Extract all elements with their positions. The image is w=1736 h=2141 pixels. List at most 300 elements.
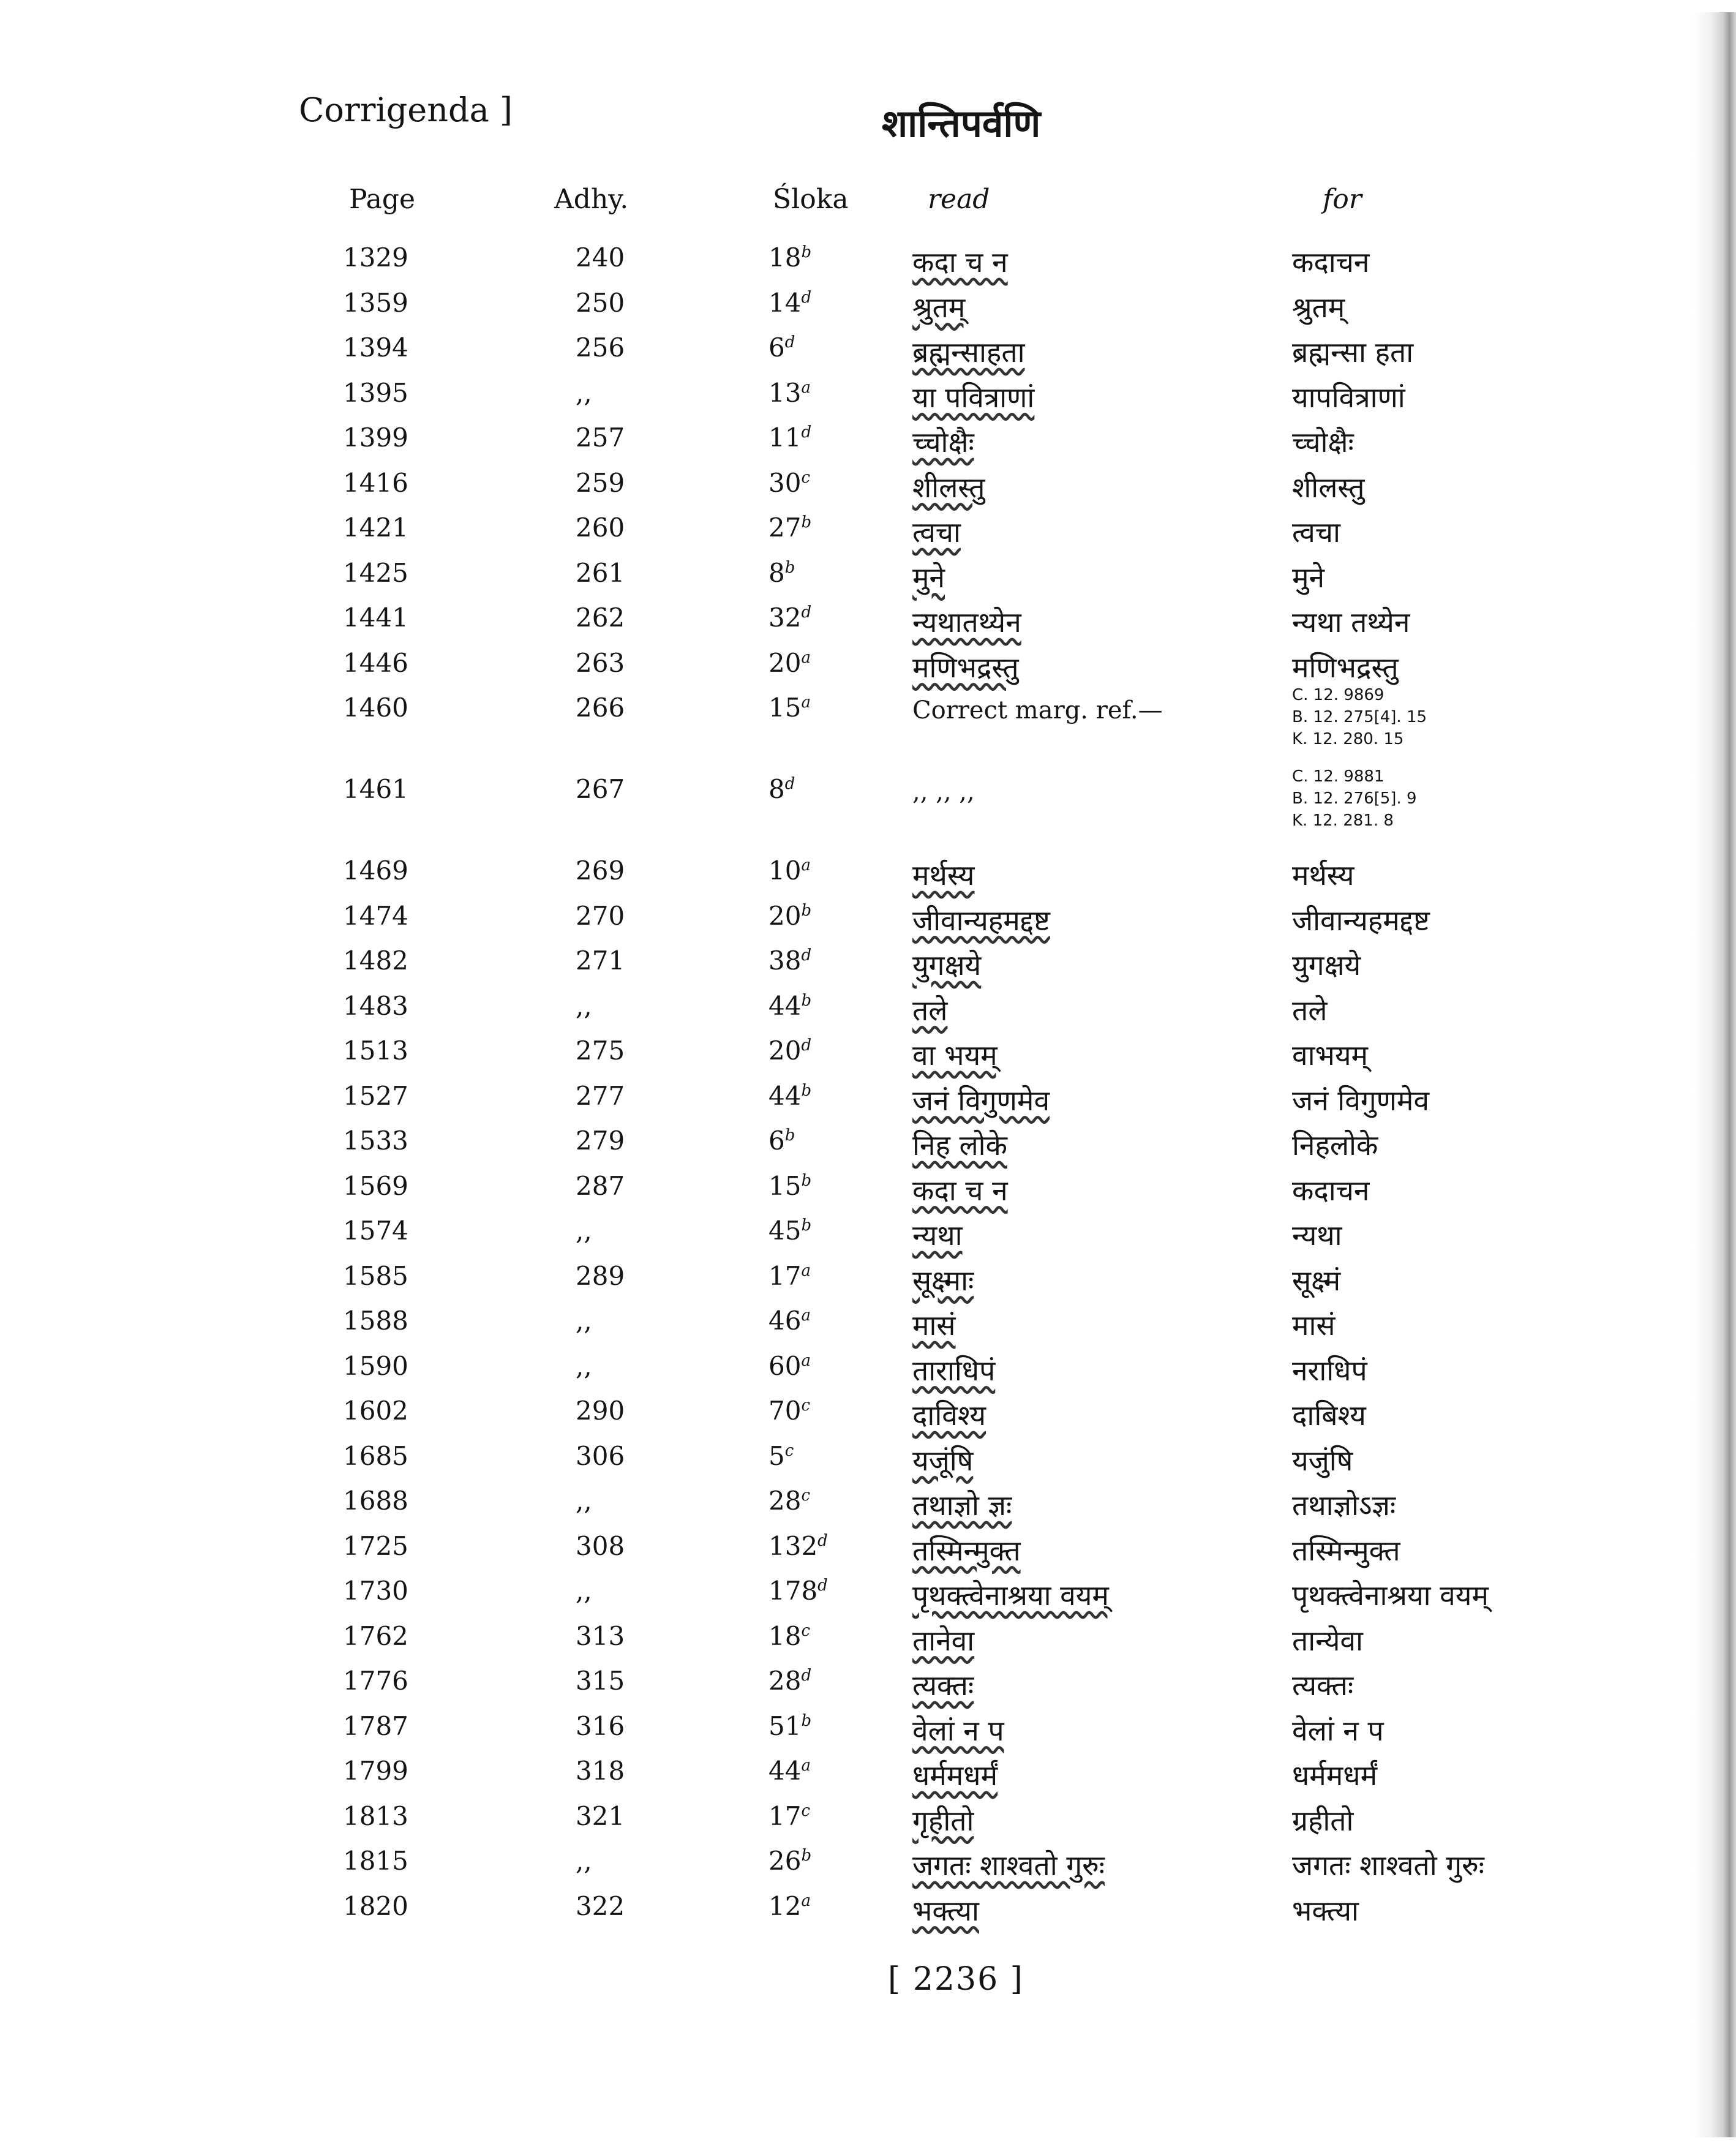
cell-read: भक्त्या: [912, 1894, 979, 1927]
cell-sloka: [768, 774, 795, 804]
sloka-pada: d: [801, 1036, 812, 1055]
sloka-pada: c: [801, 1801, 811, 1820]
cell-for: तथाज्ञोऽज्ञः: [1292, 1489, 1396, 1522]
cell-page: 1460: [343, 693, 408, 723]
sloka-pada: b: [801, 901, 812, 920]
cell-for: नराधिपं: [1292, 1353, 1367, 1387]
cell-read: यजूंषि: [912, 1443, 974, 1477]
cell-page: 1416: [343, 467, 408, 498]
cell-adhy: 289: [576, 1260, 625, 1291]
table-row: [0, 942, 1736, 987]
cell-page: 1787: [343, 1710, 408, 1741]
table-row: [0, 284, 1736, 329]
table-row: [0, 1797, 1736, 1843]
cell-for-references: [1292, 766, 1417, 832]
sloka-number: 18: [768, 243, 802, 273]
cell-for: मुने: [1292, 560, 1325, 594]
cell-read: न्यथा: [912, 1219, 963, 1252]
column-header-page: Page: [349, 184, 416, 215]
sloka-number: 12: [768, 1891, 802, 1921]
sloka-pada: c: [801, 1396, 811, 1415]
cell-read: ताराधिपं: [912, 1353, 996, 1387]
sloka-pada: c: [784, 1441, 794, 1460]
table-row: [0, 897, 1736, 943]
cell-for: तले: [1292, 993, 1328, 1027]
sloka-number: 20: [768, 647, 802, 678]
cell-sloka: [768, 1216, 811, 1246]
cell-adhy: ,,: [576, 377, 592, 408]
table-row: [0, 1707, 1736, 1753]
cell-adhy: 315: [576, 1666, 625, 1696]
cell-sloka: [768, 901, 811, 931]
cell-page: 1425: [343, 557, 408, 588]
sloka-pada: b: [801, 991, 812, 1010]
cell-adhy: 287: [576, 1170, 625, 1201]
table-row: [0, 1842, 1736, 1887]
cell-read: सूक्ष्माः: [912, 1263, 974, 1297]
sloka-pada: a: [801, 1261, 811, 1280]
cell-page: 1569: [343, 1170, 408, 1201]
sloka-number: 11: [768, 423, 802, 453]
cell-sloka: [768, 468, 810, 498]
table-row: [0, 1167, 1736, 1213]
cell-adhy: 318: [576, 1756, 625, 1786]
cell-adhy: 266: [576, 693, 625, 723]
cell-adhy: 250: [576, 287, 625, 318]
table-row: [0, 1032, 1736, 1077]
cell-for: च्चोक्षैः: [1292, 426, 1354, 459]
cell-for: धर्ममधर्मं: [1292, 1759, 1378, 1792]
cell-for: तान्येवा: [1292, 1624, 1363, 1657]
page-title: शान्तिपर्वणि: [882, 101, 1041, 146]
cell-for: वेलां न प: [1292, 1714, 1384, 1747]
table-row: [0, 1392, 1736, 1437]
cell-sloka: [768, 603, 811, 633]
cell-sloka: [768, 1081, 811, 1111]
cell-for: श्रुतम्: [1292, 290, 1345, 324]
section-label: Corrigenda ]: [299, 91, 513, 129]
table-row: [0, 1302, 1736, 1347]
cell-read: मासं: [912, 1309, 956, 1342]
cell-page: 1533: [343, 1126, 408, 1156]
sloka-number: 6: [768, 1126, 785, 1156]
sloka-number: 44: [768, 990, 802, 1021]
cell-read: ब्रह्मन्साहता: [912, 336, 1025, 369]
sloka-pada: a: [801, 1756, 811, 1775]
cell-page: 1513: [343, 1036, 408, 1066]
cell-for: त्वचा: [1292, 516, 1340, 549]
sloka-number: 8: [768, 774, 785, 804]
sloka-pada: c: [801, 468, 811, 487]
column-header-read: read: [928, 184, 990, 215]
cell-page: 1776: [343, 1666, 408, 1696]
cell-adhy: ,,: [576, 1350, 592, 1381]
sloka-number: 17: [768, 1800, 802, 1831]
sloka-number: 13: [768, 377, 802, 408]
cell-for: मासं: [1292, 1309, 1336, 1342]
table-row: [0, 852, 1736, 897]
cell-for: मर्थस्य: [1292, 859, 1355, 892]
cell-page: 1441: [343, 603, 408, 633]
sloka-number: 8: [768, 557, 785, 588]
cell-sloka: [768, 856, 811, 886]
table-row: [0, 644, 1736, 690]
cell-read: शीलस्तु: [912, 470, 985, 504]
cell-for: पृथक्त्वेनाश्रया वयम्: [1292, 1579, 1489, 1612]
cell-sloka: [768, 558, 795, 588]
sloka-number: 32: [768, 603, 802, 633]
cell-sloka: [768, 423, 811, 453]
sloka-number: 20: [768, 1036, 802, 1066]
table-row: [0, 1617, 1736, 1663]
cell-for: ग्रहीतो: [1292, 1804, 1354, 1837]
cell-for: कदाचन: [1292, 246, 1370, 279]
cell-page: 1730: [343, 1576, 408, 1606]
sloka-pada: d: [784, 333, 795, 352]
cell-read: तथाज्ञो ज्ञः: [912, 1489, 1012, 1522]
cell-page: 1815: [343, 1846, 408, 1876]
sloka-number: 5: [768, 1440, 785, 1471]
sloka-pada: b: [801, 1711, 812, 1730]
cell-sloka: [768, 1171, 811, 1201]
table-row: [0, 987, 1736, 1033]
cell-for: यजुंषि: [1292, 1443, 1353, 1477]
sloka-pada: a: [801, 856, 811, 875]
cell-page: 1799: [343, 1756, 408, 1786]
cell-page: 1588: [343, 1306, 408, 1336]
table-row: [0, 1077, 1736, 1123]
cell-sloka: [768, 243, 811, 273]
cell-adhy: 261: [576, 557, 625, 588]
reference-line: K. 12. 281. 8: [1292, 811, 1394, 830]
sloka-number: 44: [768, 1080, 802, 1111]
page-number: [ 2236 ]: [888, 1961, 1024, 1998]
column-header-for: for: [1323, 184, 1362, 215]
cell-sloka: [768, 378, 811, 408]
cell-for: तस्मिन्मुक्त: [1292, 1533, 1400, 1567]
sloka-pada: a: [801, 1351, 811, 1370]
sloka-number: 18: [768, 1620, 802, 1651]
table-row: [0, 1527, 1736, 1573]
table-row: [0, 1482, 1736, 1527]
cell-adhy: ,,: [576, 1486, 592, 1516]
cell-page: 1527: [343, 1080, 408, 1111]
sloka-pada: c: [801, 1621, 811, 1640]
sloka-pada: b: [801, 1171, 812, 1190]
sloka-number: 28: [768, 1486, 802, 1516]
cell-page: 1394: [343, 333, 408, 363]
column-header-adhy: Adhy.: [554, 184, 629, 215]
cell-read: तले: [912, 993, 948, 1027]
sloka-pada: b: [801, 1081, 812, 1100]
cell-read: युगक्षये: [912, 949, 982, 982]
cell-adhy: 322: [576, 1891, 625, 1921]
sloka-number: 178: [768, 1576, 818, 1606]
cell-page: 1820: [343, 1891, 408, 1921]
cell-sloka: [768, 1351, 811, 1381]
table-row: [0, 1437, 1736, 1483]
cell-read: जीवान्यहमद्दष्ट: [912, 903, 1050, 937]
cell-adhy: 263: [576, 647, 625, 678]
reference-line: B. 12. 275[4]. 15: [1292, 708, 1427, 726]
cell-adhy: ,,: [576, 1576, 592, 1606]
cell-sloka: [768, 1261, 811, 1291]
reference-line: C. 12. 9869: [1292, 686, 1385, 704]
cell-sloka: [768, 288, 811, 318]
cell-page: 1421: [343, 513, 408, 543]
table-row: [0, 509, 1736, 554]
sloka-pada: a: [801, 693, 811, 712]
cell-for: वाभयम्: [1292, 1039, 1369, 1072]
sloka-number: 20: [768, 900, 802, 931]
cell-sloka: [768, 946, 811, 976]
cell-for: न्यथा तथ्येन: [1292, 606, 1410, 639]
cell-sloka: [768, 1621, 810, 1651]
table-row: [0, 239, 1736, 284]
cell-for: त्यक्तः: [1292, 1669, 1354, 1702]
cell-for: युगक्षये: [1292, 949, 1361, 982]
sloka-number: 30: [768, 467, 802, 498]
cell-for-references: [1292, 684, 1427, 750]
cell-adhy: 316: [576, 1710, 625, 1741]
cell-for: निहलोके: [1292, 1129, 1378, 1162]
table-row: [0, 1257, 1736, 1303]
cell-for: यापवित्राणां: [1292, 380, 1405, 414]
cell-read: धर्ममधर्मं: [912, 1759, 998, 1792]
cell-read: Correct marg. ref.—: [912, 696, 1163, 724]
corrigenda-table: [0, 239, 1736, 1932]
sloka-number: 27: [768, 513, 802, 543]
sloka-pada: a: [801, 378, 811, 397]
cell-for: मणिभद्रस्तु: [1292, 650, 1399, 684]
cell-for: जीवान्यहमद्दष्ट: [1292, 903, 1430, 937]
cell-adhy: 271: [576, 946, 625, 976]
sloka-number: 26: [768, 1846, 802, 1876]
cell-page: 1725: [343, 1530, 408, 1561]
sloka-number: 44: [768, 1756, 802, 1786]
table-row: [0, 599, 1736, 644]
table-row: [0, 1662, 1736, 1707]
cell-for: शीलस्तु: [1292, 470, 1365, 504]
cell-sloka: [768, 1666, 811, 1696]
cell-adhy: 313: [576, 1620, 625, 1651]
cell-for: भक्त्या: [1292, 1894, 1359, 1927]
cell-read: मर्थस्य: [912, 859, 975, 892]
cell-read: मुने: [912, 560, 945, 594]
cell-page: 1482: [343, 946, 408, 976]
sloka-pada: d: [801, 1666, 812, 1685]
sloka-pada: b: [801, 243, 812, 262]
table-row: [0, 1347, 1736, 1393]
cell-read: कदा च न: [912, 246, 1008, 279]
cell-adhy: 257: [576, 423, 625, 453]
cell-page: 1329: [343, 243, 408, 273]
cell-page: 1688: [343, 1486, 408, 1516]
cell-sloka: [768, 1531, 828, 1561]
sloka-number: 38: [768, 946, 802, 976]
cell-page: 1399: [343, 423, 408, 453]
table-row: [0, 1122, 1736, 1167]
cell-page: 1685: [343, 1440, 408, 1471]
sloka-pada: d: [817, 1531, 828, 1550]
cell-page: 1474: [343, 900, 408, 931]
cell-sloka: [768, 333, 795, 363]
cell-read: पृथक्त्वेनाश्रया वयम्: [912, 1579, 1109, 1612]
cell-sloka: [768, 1036, 811, 1066]
cell-read: वेलां न प: [912, 1714, 1004, 1747]
sloka-pada: b: [784, 558, 795, 577]
cell-read: त्यक्तः: [912, 1669, 974, 1702]
sloka-number: 51: [768, 1710, 802, 1741]
cell-sloka: [768, 991, 811, 1021]
sloka-number: 14: [768, 287, 802, 318]
sloka-number: 10: [768, 856, 802, 886]
cell-page: 1395: [343, 377, 408, 408]
cell-page: 1469: [343, 856, 408, 886]
sloka-pada: d: [801, 288, 812, 307]
cell-adhy: 262: [576, 603, 625, 633]
cell-page: 1446: [343, 647, 408, 678]
sloka-number: 28: [768, 1666, 802, 1696]
sloka-pada: b: [801, 513, 812, 532]
cell-adhy: 275: [576, 1036, 625, 1066]
table-row: [0, 767, 1736, 852]
sloka-pada: b: [801, 1216, 812, 1235]
cell-read: कदा च न: [912, 1173, 1008, 1207]
cell-sloka: [768, 1576, 828, 1606]
cell-adhy: 267: [576, 774, 625, 804]
cell-page: 1574: [343, 1216, 408, 1246]
table-row: [0, 1887, 1736, 1933]
cell-read: च्चोक्षैः: [912, 426, 974, 459]
cell-read: त्वचा: [912, 516, 961, 549]
sloka-pada: a: [801, 1891, 811, 1910]
cell-for: जनं विगुणमेव: [1292, 1083, 1430, 1117]
cell-sloka: [768, 1711, 811, 1741]
cell-page: 1461: [343, 774, 408, 804]
cell-read: निह लोके: [912, 1129, 1007, 1162]
cell-read: न्यथातथ्येन: [912, 606, 1021, 639]
sloka-number: 15: [768, 693, 802, 723]
cell-read: मणिभद्रस्तु: [912, 650, 1019, 684]
cell-for: कदाचन: [1292, 1173, 1370, 1207]
cell-sloka: [768, 1396, 810, 1426]
cell-adhy: 260: [576, 513, 625, 543]
cell-adhy: 256: [576, 333, 625, 363]
cell-read: तस्मिन्मुक्त: [912, 1533, 1021, 1567]
table-row: [0, 419, 1736, 464]
sloka-number: 46: [768, 1306, 802, 1336]
cell-adhy: ,,: [576, 990, 592, 1021]
cell-for: ब्रह्मन्सा हता: [1292, 336, 1414, 369]
cell-read: गृहीतो: [912, 1804, 974, 1837]
cell-adhy: 240: [576, 243, 625, 273]
sloka-pada: a: [801, 648, 811, 667]
cell-read: दाविश्य: [912, 1399, 986, 1432]
sloka-number: 70: [768, 1396, 802, 1426]
sloka-pada: a: [801, 1306, 811, 1325]
sloka-pada: b: [784, 1126, 795, 1145]
cell-page: 1762: [343, 1620, 408, 1651]
cell-for: सूक्ष्मं: [1292, 1263, 1341, 1297]
cell-for: जगतः शाश्वतो गुरुः: [1292, 1849, 1484, 1882]
sloka-number: 17: [768, 1260, 802, 1291]
sloka-pada: c: [801, 1486, 811, 1505]
cell-read: श्रुतम्: [912, 290, 966, 324]
table-row: [0, 1752, 1736, 1797]
cell-for: दाबिश्य: [1292, 1399, 1366, 1432]
table-row: [0, 1572, 1736, 1617]
cell-adhy: ,,: [576, 1216, 592, 1246]
table-row: [0, 1212, 1736, 1257]
reference-line: K. 12. 280. 15: [1292, 730, 1404, 748]
cell-sloka: [768, 1846, 811, 1876]
cell-adhy: 321: [576, 1800, 625, 1831]
cell-for: न्यथा: [1292, 1219, 1342, 1252]
cell-adhy: ,,: [576, 1306, 592, 1336]
cell-read: ,, ,, ,,: [912, 778, 975, 806]
cell-read: या पवित्राणां: [912, 380, 1035, 414]
cell-sloka: [768, 513, 811, 543]
sloka-number: 6: [768, 333, 785, 363]
reference-line: C. 12. 9881: [1292, 767, 1385, 786]
cell-sloka: [768, 1486, 810, 1516]
sloka-pada: d: [784, 775, 795, 793]
cell-sloka: [768, 648, 811, 678]
cell-sloka: [768, 1441, 794, 1471]
table-row: [0, 374, 1736, 420]
cell-read: वा भयम्: [912, 1039, 998, 1072]
cell-read: जनं विगुणमेव: [912, 1083, 1050, 1117]
sloka-pada: d: [801, 946, 812, 965]
table-row: [0, 329, 1736, 374]
sloka-pada: b: [801, 1846, 812, 1865]
cell-sloka: [768, 693, 811, 723]
cell-adhy: 277: [576, 1080, 625, 1111]
table-row: [0, 554, 1736, 600]
sloka-number: 45: [768, 1216, 802, 1246]
cell-sloka: [768, 1801, 810, 1831]
sloka-number: 132: [768, 1530, 818, 1561]
cell-adhy: ,,: [576, 1846, 592, 1876]
reference-line: B. 12. 276[5]. 9: [1292, 789, 1417, 808]
cell-read: तानेवा: [912, 1624, 975, 1657]
cell-page: 1602: [343, 1396, 408, 1426]
cell-read: जगतः शाश्वतो गुरुः: [912, 1849, 1105, 1882]
sloka-pada: d: [801, 603, 812, 622]
cell-sloka: [768, 1126, 795, 1156]
cell-sloka: [768, 1306, 811, 1336]
cell-adhy: 290: [576, 1396, 625, 1426]
sloka-pada: d: [817, 1576, 828, 1595]
cell-adhy: 306: [576, 1440, 625, 1471]
sloka-number: 15: [768, 1170, 802, 1201]
sloka-pada: d: [801, 423, 812, 442]
cell-sloka: [768, 1891, 811, 1921]
cell-page: 1585: [343, 1260, 408, 1291]
sloka-number: 60: [768, 1350, 802, 1381]
cell-adhy: 259: [576, 467, 625, 498]
cell-page: 1483: [343, 990, 408, 1021]
cell-page: 1590: [343, 1350, 408, 1381]
cell-adhy: 308: [576, 1530, 625, 1561]
cell-page: 1813: [343, 1800, 408, 1831]
cell-adhy: 279: [576, 1126, 625, 1156]
table-row: [0, 686, 1736, 770]
column-header-sloka: Śloka: [773, 184, 849, 215]
cell-adhy: 270: [576, 900, 625, 931]
table-row: [0, 464, 1736, 510]
